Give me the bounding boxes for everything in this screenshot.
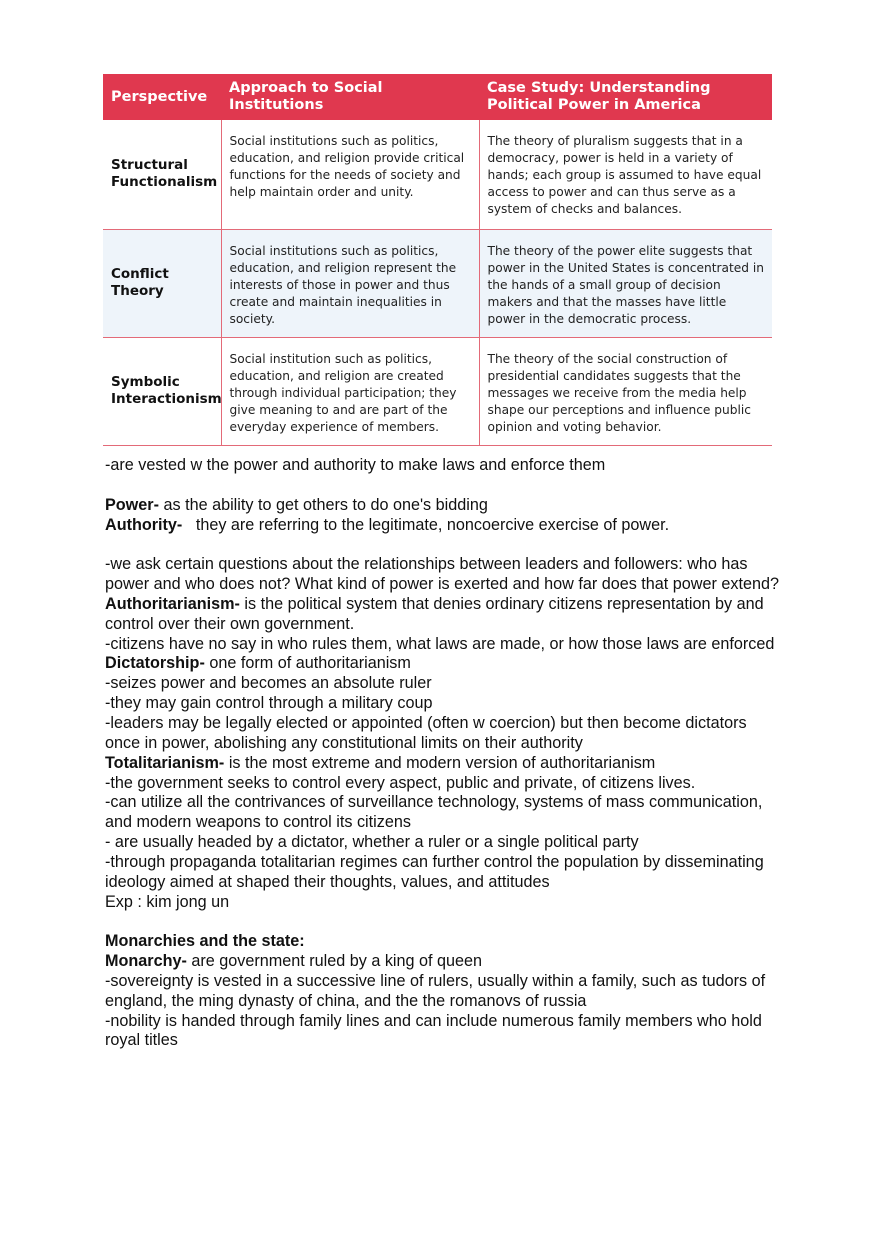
note-line: -can utilize all the contrivances of surveillance technology, systems of mass communication, and modern weapons to control its citizens <box>105 793 763 832</box>
note-line: -leaders may be legally elected or appointed (often w coercion) but then become dictators once in power, abolishing any constitutional limits on their authority <box>105 713 747 752</box>
heading-text: Monarchies and the state: <box>105 932 305 951</box>
note-line: -sovereignty is vested in a successive line of rulers, usually within a family, such as tudors of england, the ming dynasty of china, and the the romanovs of russia <box>105 971 766 1010</box>
case-study-cell: The theory of the power elite suggests that power in the United States is concentrated in the hands of a small group of decision makers and that the masses have little power in the democratic process. <box>479 229 772 337</box>
definition-monarchy <box>105 952 785 972</box>
definition-text: are government ruled by a king of queen <box>186 952 483 971</box>
approach-cell: Social institution such as politics, education, and religion are created through individual participation; they give meaning to and are part of the everyday experience of members. <box>221 337 479 445</box>
table-header-row <box>103 74 772 120</box>
table-row <box>103 337 772 445</box>
term-authority: Authority- <box>105 515 183 534</box>
approach-cell: Social institutions such as politics, education, and religion provide critical functions for the needs of society and help maintain order and unity. <box>221 120 479 229</box>
note-line: -citizens have no say in who rules them, what laws are made, or how those laws are enforced <box>105 634 775 653</box>
definition-text: one form of authoritarianism <box>204 654 411 673</box>
definition-text: is the political system that denies ordinary citizens representation by and control over their own government. <box>105 594 764 633</box>
note-line: -through propaganda totalitarian regimes can further control the population by disseminating ideology aimed at shaped their thoughts, values, and attitudes <box>105 852 764 891</box>
perspective-cell: Conflict Theory <box>103 229 221 337</box>
term-totalitarianism: Totalitarianism- <box>105 753 225 772</box>
approach-cell: Social institutions such as politics, education, and religion represent the interests of those in power and thus create and maintain inequalities in society. <box>221 229 479 337</box>
definition-power <box>105 496 785 516</box>
header-approach: Approach to Social Institutions <box>221 74 479 120</box>
definition-dictatorship <box>105 654 785 674</box>
definition-text: as the ability to get others to do one's bidding <box>158 495 488 514</box>
section-heading-monarchies <box>105 932 785 952</box>
note-line: -they may gain control through a military coup <box>105 694 433 713</box>
perspective-cell: Symbolic Interactionism <box>103 337 221 445</box>
note-line: - are usually headed by a dictator, whether a ruler or a single political party <box>105 833 639 852</box>
term-monarchy: Monarchy- <box>105 952 187 971</box>
term-authoritarianism: Authoritarianism- <box>105 594 240 613</box>
header-case-study: Case Study: Understanding Political Power in America <box>479 74 772 120</box>
notes-body <box>105 456 785 1051</box>
case-study-cell: The theory of pluralism suggests that in a democracy, power is held in a variety of hands; each group is assumed to have equal access to power and can thus serve as a system of checks and balances. <box>479 120 772 229</box>
table-row <box>103 229 772 337</box>
table-row <box>103 120 772 229</box>
term-dictatorship: Dictatorship- <box>105 654 205 673</box>
note-line: -nobility is handed through family lines and can include numerous family members who hold royal titles <box>105 1011 762 1050</box>
definition-authority <box>105 516 785 536</box>
definition-text: they are referring to the legitimate, noncoercive exercise of power. <box>182 515 670 534</box>
definition-text: is the most extreme and modern version of authoritarianism <box>224 753 656 772</box>
header-perspective: Perspective <box>103 74 221 120</box>
perspectives-table <box>103 74 772 446</box>
note-line: -we ask certain questions about the relationships between leaders and followers: who has power and who does not? What kind of power is exerted and how far does that power extend? <box>105 555 779 594</box>
perspective-cell: Structural Functionalism <box>103 120 221 229</box>
note-line: -seizes power and becomes an absolute ruler <box>105 674 432 693</box>
definition-totalitarianism <box>105 754 785 774</box>
note-line: -are vested w the power and authority to make laws and enforce them <box>105 456 606 474</box>
case-study-cell: The theory of the social construction of presidential candidates suggests that the messages we receive from the media help shape our perceptions and influence public opinion and voting behavior. <box>479 337 772 445</box>
term-power: Power- <box>105 495 159 514</box>
definition-authoritarianism <box>105 595 785 635</box>
note-line: -the government seeks to control every aspect, public and private, of citizens lives. <box>105 773 696 792</box>
note-example: Exp : kim jong un <box>105 892 230 911</box>
